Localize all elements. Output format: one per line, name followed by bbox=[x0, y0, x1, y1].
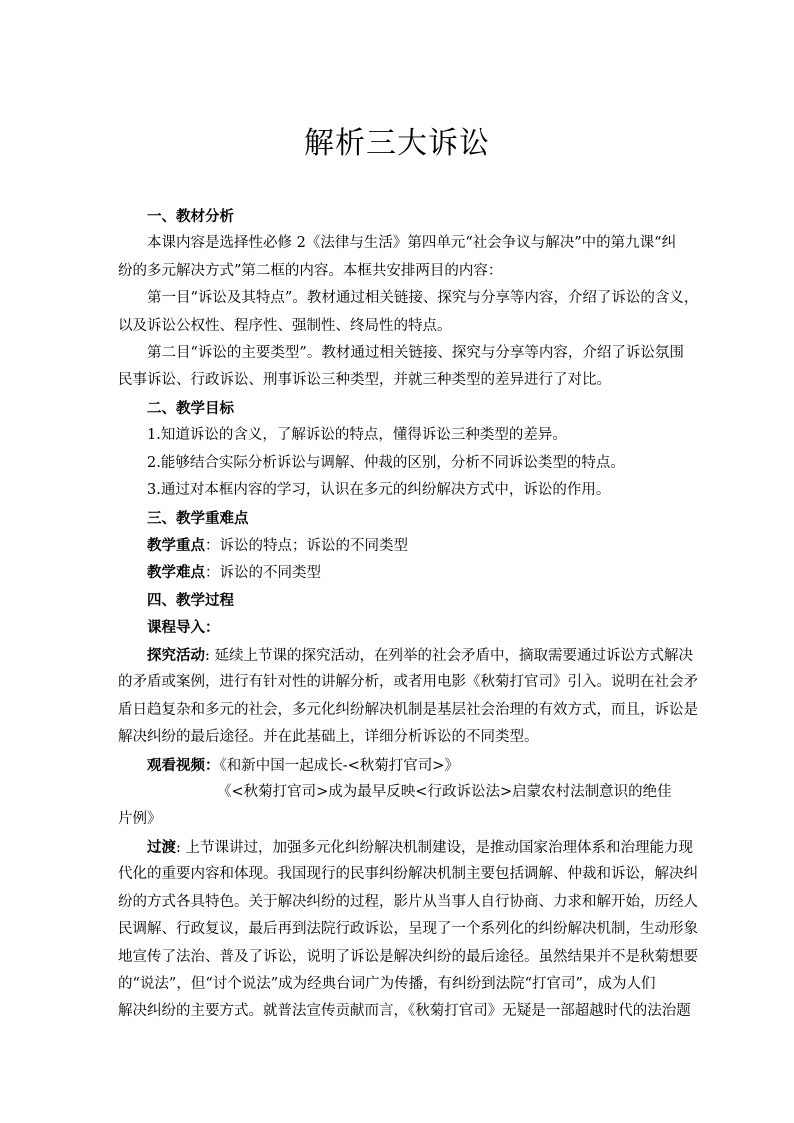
key-point-text: ：诉讼的特点；诉讼的不同类型 bbox=[205, 538, 408, 554]
transition-line-3: 纷的方式各具特色。关于解决纠纷的过程，影片从当事人自行协商、力求和解开始，历经人 bbox=[118, 894, 698, 910]
key-point-label: 教学重点 bbox=[147, 537, 205, 554]
goal-item-2: 2.能够结合实际分析诉讼与调解、仲裁的区别，分析不同诉讼类型的特点。 bbox=[147, 455, 625, 471]
section-heading-key-points: 三、教学重难点 bbox=[147, 510, 249, 527]
transition-line-5: 地宣传了法治、普及了诉讼，说明了诉讼是解决纠纷的最后途径。虽然结果并不是秋菊想要 bbox=[118, 949, 698, 965]
difficult-point-line bbox=[118, 559, 676, 587]
difficult-point-text: ：诉讼的不同类型 bbox=[205, 565, 321, 581]
activity-line-4: 解决纠纷的最后途径。并在此基础上，详细分析诉讼的不同类型。 bbox=[118, 729, 539, 745]
video-title-2-line-1[interactable]: 《<秋菊打官司>成为最早反映<行政诉讼法>启蒙农村法制意识的绝佳 bbox=[217, 784, 672, 800]
paragraph-2-line-1: 第一目“诉讼及其特点”。教材通过相关链接、探究与分享等内容，介绍了诉讼的含义， bbox=[147, 290, 699, 306]
transition-line-6: 的“说法”，但“讨个说法”成为经典台词广为传播，有纠纷到法院“打官司”，成为人们 bbox=[118, 976, 656, 992]
paragraph-1-line-1: 本课内容是选择性必修 2《法律与生活》第四单元“社会争议与解决”中的第九课“纠 bbox=[147, 235, 677, 251]
paragraph-3-line-2: 民事诉讼、行政诉讼、刑事诉讼三种类型，并就三种类型的差异进行了对比。 bbox=[118, 372, 611, 388]
activity-text: : 延续上节课的探究活动，在列举的社会矛盾中，摘取需要通过诉讼方式解决 bbox=[205, 648, 693, 664]
transition-text: : 上节课讲过，加强多元化纠纷解决机制建设，是推动国家治理体系和治理能力现 bbox=[176, 840, 693, 856]
paragraph-3-line-1: 第二目“诉讼的主要类型”。教材通过相关链接、探究与分享等内容，介绍了诉讼氛围 bbox=[147, 345, 684, 361]
goal-item-3: 3.通过对本框内容的学习，认识在多元的纠纷解决方式中，诉讼的作用。 bbox=[147, 482, 611, 498]
activity-label: 探究活动 bbox=[147, 647, 205, 664]
key-point-line bbox=[118, 532, 676, 560]
page-title: 解析三大诉讼 bbox=[304, 126, 490, 161]
paragraph-1-line-2: 纷的多元解决方式”第二框的内容。本框共安排两目的内容： bbox=[118, 263, 503, 279]
difficult-point-label: 教学难点 bbox=[147, 564, 205, 581]
video-label: 观看视频： bbox=[147, 757, 220, 774]
video-line-1 bbox=[118, 752, 676, 780]
course-intro-label: 课程导入： bbox=[147, 619, 220, 636]
video-title-2-line-2[interactable]: 片例》 bbox=[118, 811, 162, 827]
transition-line-1 bbox=[118, 834, 693, 862]
video-title-1[interactable]: 《和新中国一起成长-<秋菊打官司>》 bbox=[219, 758, 459, 774]
section-heading-teaching-process: 四、教学过程 bbox=[147, 592, 234, 609]
paragraph-2-line-2: 以及诉讼公权性、程序性、强制性、终局性的特点。 bbox=[118, 318, 452, 334]
transition-line-4: 民调解、行政复议，最后再到法院行政诉讼，呈现了一个系列化的纠纷解决机制，生动形象 bbox=[118, 921, 698, 937]
section-heading-teaching-goals: 二、教学目标 bbox=[147, 400, 234, 417]
transition-line-2: 代化的重要内容和体现。我国现行的民事纠纷解决机制主要包括调解、仲裁和诉讼，解决纠 bbox=[118, 866, 698, 882]
transition-line-7: 解决纠纷的主要方式。就普法宣传贡献而言，《秋菊打官司》无疑是一部超越时代的法治题 bbox=[118, 1003, 691, 1019]
goal-item-1: 1.知道诉讼的含义，了解诉讼的特点，懂得诉讼三种类型的差异。 bbox=[147, 427, 567, 443]
section-heading-textbook-analysis: 一、教材分析 bbox=[147, 208, 234, 225]
activity-line-3: 盾日趋复杂和多元的社会，多元化纠纷解决机制是基层社会治理的有效方式，而且，诉讼是 bbox=[118, 702, 698, 718]
activity-line-2: 的矛盾或案例，进行有针对性的讲解分析，或者用电影《秋菊打官司》引入。说明在社会矛 bbox=[118, 674, 698, 690]
activity-line-1 bbox=[118, 642, 693, 670]
transition-label: 过渡 bbox=[147, 839, 176, 856]
